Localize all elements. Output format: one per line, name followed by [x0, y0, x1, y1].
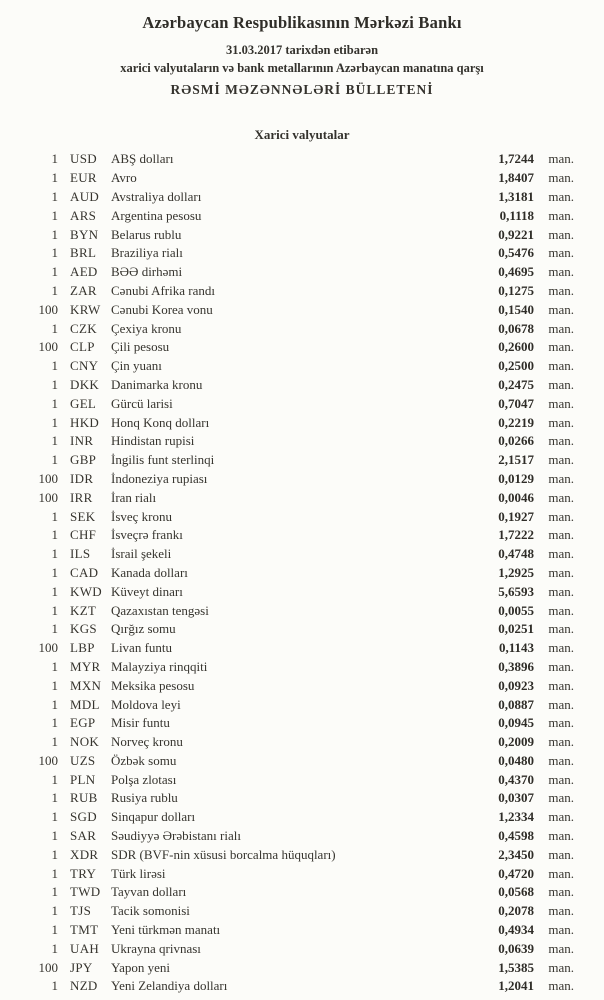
- rate-unit: man.: [548, 771, 574, 787]
- rate-unit: man.: [548, 715, 574, 731]
- rate-row: [20, 319, 574, 338]
- rate-value: 1,3181: [498, 188, 534, 204]
- rate-name: ABŞ dolları: [111, 151, 174, 167]
- rate-unit: man.: [548, 865, 574, 881]
- rate-qty: 100: [38, 959, 58, 975]
- rate-unit: man.: [548, 752, 574, 768]
- rate-value: 1,5385: [498, 959, 534, 975]
- rate-unit: man.: [548, 564, 574, 580]
- rate-value: 0,0055: [498, 602, 534, 618]
- rate-value: 0,1118: [499, 207, 534, 223]
- rate-value: 0,0923: [498, 677, 534, 693]
- rate-unit: man.: [548, 489, 574, 505]
- rate-row: [20, 188, 574, 207]
- rate-code: TJS: [70, 903, 92, 919]
- rate-qty: 1: [51, 358, 58, 374]
- rate-qty: 100: [38, 470, 58, 486]
- rate-value: 0,4720: [498, 865, 534, 881]
- rate-row: [20, 526, 574, 545]
- rate-code: AED: [70, 264, 98, 280]
- rate-qty: 1: [51, 696, 58, 712]
- rate-name: Çexiya kronu: [111, 320, 182, 336]
- rate-qty: 100: [38, 339, 58, 355]
- rate-value: 0,0480: [498, 752, 534, 768]
- rate-row: [20, 958, 574, 977]
- rate-unit: man.: [548, 959, 574, 975]
- rate-row: [20, 733, 574, 752]
- section-title-foreign-currencies: Xarici valyutalar: [254, 127, 350, 142]
- rate-row: [20, 658, 574, 677]
- rate-name: İndoneziya rupiası: [111, 470, 208, 486]
- bulletin-title: RƏSMİ MƏZƏNNƏLƏRİ BÜLLETENİ: [170, 82, 434, 97]
- rate-row: [20, 582, 574, 601]
- rate-value: 0,3896: [498, 658, 534, 674]
- rate-value: 0,0307: [498, 790, 534, 806]
- rate-unit: man.: [548, 677, 574, 693]
- rate-row: [20, 263, 574, 282]
- rate-qty: 1: [51, 245, 58, 261]
- rate-row: [20, 394, 574, 413]
- rate-code: NZD: [70, 978, 98, 994]
- rate-name: İsveç kronu: [111, 508, 173, 524]
- rate-qty: 1: [51, 508, 58, 524]
- rate-unit: man.: [548, 282, 574, 298]
- rate-name: Avro: [111, 170, 137, 186]
- rate-unit: man.: [548, 264, 574, 280]
- rate-row: [20, 639, 574, 658]
- rate-value: 0,0678: [498, 320, 534, 336]
- rate-unit: man.: [548, 602, 574, 618]
- rate-row: [20, 376, 574, 395]
- rate-value: 0,0887: [498, 696, 534, 712]
- rate-name: Danimarka kronu: [111, 376, 203, 392]
- rate-code: IRR: [70, 489, 93, 505]
- rate-qty: 1: [51, 264, 58, 280]
- rate-qty: 1: [51, 884, 58, 900]
- rate-unit: man.: [548, 301, 574, 317]
- rate-unit: man.: [548, 414, 574, 430]
- document-header: [0, 13, 604, 98]
- rate-row: [20, 282, 574, 301]
- rate-name: Misir funtu: [111, 715, 170, 731]
- rate-code: PLN: [70, 771, 96, 787]
- rate-code: RUB: [70, 790, 98, 806]
- rate-qty: 100: [38, 301, 58, 317]
- rate-name: Çili pesosu: [111, 339, 170, 355]
- rate-unit: man.: [548, 828, 574, 844]
- rate-code: LBP: [70, 640, 95, 656]
- rate-unit: man.: [548, 433, 574, 449]
- rate-qty: 1: [51, 564, 58, 580]
- rate-value: 2,3450: [498, 846, 534, 862]
- rate-code: CLP: [70, 339, 95, 355]
- rate-row: [20, 451, 574, 470]
- rate-value: 0,2475: [498, 376, 534, 392]
- rate-code: ARS: [70, 207, 97, 223]
- rate-name: Avstraliya dolları: [111, 188, 202, 204]
- rate-name: Belarus rublu: [111, 226, 182, 242]
- rate-code: INR: [70, 433, 94, 449]
- rate-unit: man.: [548, 922, 574, 938]
- rate-qty: 1: [51, 602, 58, 618]
- rate-value: 0,4598: [498, 828, 534, 844]
- rate-qty: 1: [51, 282, 58, 298]
- rate-row: [20, 507, 574, 526]
- rate-value: 0,7047: [498, 395, 534, 411]
- rate-name: Meksika pesosu: [111, 677, 195, 693]
- rate-name: Qırğız somu: [111, 621, 176, 637]
- rate-row: [20, 150, 574, 169]
- rate-unit: man.: [548, 546, 574, 562]
- rate-code: HKD: [70, 414, 100, 430]
- rate-row: [20, 789, 574, 808]
- rate-value: 0,4934: [498, 922, 534, 938]
- rate-name: Tacik somonisi: [111, 903, 190, 919]
- rate-name: Çin yuanı: [111, 358, 162, 374]
- rate-row: [20, 338, 574, 357]
- rate-code: EUR: [70, 170, 97, 186]
- rate-value: 1,2334: [498, 809, 534, 825]
- rate-qty: 1: [51, 207, 58, 223]
- rate-code: SEK: [70, 508, 96, 524]
- rate-name: İsrail şekeli: [111, 546, 172, 562]
- rate-code: GBP: [70, 452, 97, 468]
- rate-row: [20, 752, 574, 771]
- rate-value: 0,0251: [498, 621, 534, 637]
- rate-name: Argentina pesosu: [111, 207, 202, 223]
- rate-code: MDL: [70, 696, 100, 712]
- rate-value: 0,0945: [498, 715, 534, 731]
- rate-name: SDR (BVF-nin xüsusi borcalma hüquqları): [111, 846, 336, 862]
- rate-value: 0,2600: [498, 339, 534, 355]
- rate-name: Yapon yeni: [111, 959, 170, 975]
- rate-code: SGD: [70, 809, 97, 825]
- rate-code: ILS: [70, 546, 91, 562]
- rate-value: 1,7222: [498, 527, 534, 543]
- rate-qty: 1: [51, 376, 58, 392]
- rate-name: Türk lirəsi: [111, 865, 166, 881]
- rate-code: CHF: [70, 527, 97, 543]
- rate-row: [20, 488, 574, 507]
- rate-code: KGS: [70, 621, 97, 637]
- rate-code: XDR: [70, 846, 99, 862]
- rate-qty: 1: [51, 170, 58, 186]
- rate-qty: 1: [51, 809, 58, 825]
- rate-value: 0,2219: [498, 414, 534, 430]
- rate-qty: 1: [51, 734, 58, 750]
- rate-code: BRL: [70, 245, 97, 261]
- rate-qty: 1: [51, 903, 58, 919]
- rate-code: KWD: [70, 583, 102, 599]
- rate-name: Cənubi Afrika randı: [111, 282, 215, 298]
- rate-unit: man.: [548, 188, 574, 204]
- rate-row: [20, 206, 574, 225]
- rate-row: [20, 300, 574, 319]
- rate-qty: 1: [51, 940, 58, 956]
- rate-code: AUD: [70, 188, 100, 204]
- rate-qty: 1: [51, 846, 58, 862]
- rate-unit: man.: [548, 884, 574, 900]
- rate-qty: 1: [51, 790, 58, 806]
- rate-value: 0,0129: [498, 470, 534, 486]
- rate-name: Ukrayna qrivnası: [111, 940, 201, 956]
- rate-qty: 1: [51, 320, 58, 336]
- bank-title: Azərbaycan Respublikasının Mərkəzi Bankı: [142, 13, 462, 32]
- rate-row: [20, 357, 574, 376]
- rate-qty: 1: [51, 546, 58, 562]
- rate-name: BƏƏ dirhəmi: [111, 264, 183, 280]
- rate-code: MXN: [70, 677, 102, 693]
- rate-code: UZS: [70, 752, 96, 768]
- rate-value: 1,2041: [498, 978, 534, 994]
- rate-name: İngilis funt sterlinqi: [111, 452, 215, 468]
- rate-name: Gürcü larisi: [111, 395, 173, 411]
- rate-value: 1,7244: [498, 151, 534, 167]
- rate-unit: man.: [548, 452, 574, 468]
- rate-unit: man.: [548, 339, 574, 355]
- rate-qty: 1: [51, 771, 58, 787]
- rate-qty: 1: [51, 188, 58, 204]
- rate-code: TRY: [70, 865, 97, 881]
- rate-row: [20, 169, 574, 188]
- rate-qty: 1: [51, 583, 58, 599]
- rate-unit: man.: [548, 621, 574, 637]
- rate-unit: man.: [548, 809, 574, 825]
- rate-value: 5,6593: [498, 583, 534, 599]
- rate-name: Honq Konq dolları: [111, 414, 210, 430]
- rate-code: SAR: [70, 828, 97, 844]
- rate-qty: 1: [51, 151, 58, 167]
- rate-unit: man.: [548, 320, 574, 336]
- rate-value: 0,0568: [498, 884, 534, 900]
- rate-name: Küveyt dinarı: [111, 583, 183, 599]
- rate-row: [20, 432, 574, 451]
- rate-row: [20, 845, 574, 864]
- rate-row: [20, 470, 574, 489]
- rate-value: 0,4370: [498, 771, 534, 787]
- rate-code: EGP: [70, 715, 96, 731]
- rate-row: [20, 695, 574, 714]
- rate-value: 0,5476: [498, 245, 534, 261]
- rate-code: CNY: [70, 358, 99, 374]
- rate-name: Özbək somu: [111, 752, 177, 768]
- rate-qty: 1: [51, 452, 58, 468]
- rate-value: 0,0266: [498, 433, 534, 449]
- rate-qty: 1: [51, 715, 58, 731]
- rate-row: [20, 413, 574, 432]
- rate-code: KRW: [70, 301, 101, 317]
- rate-row: [20, 808, 574, 827]
- rate-row: [20, 883, 574, 902]
- rate-name: Cənubi Korea vonu: [111, 301, 213, 317]
- rate-code: MYR: [70, 658, 101, 674]
- rate-code: IDR: [70, 470, 94, 486]
- document-subtitle: xarici valyutaların və bank metallarının Azərbaycan manatına qarşı: [120, 61, 484, 75]
- rate-code: JPY: [70, 959, 93, 975]
- rate-unit: man.: [548, 978, 574, 994]
- rate-value: 0,9221: [498, 226, 534, 242]
- rate-row: [20, 244, 574, 263]
- rate-unit: man.: [548, 696, 574, 712]
- rate-qty: 1: [51, 527, 58, 543]
- rate-code: BYN: [70, 226, 99, 242]
- rate-name: İran rialı: [111, 489, 157, 505]
- rate-row: [20, 977, 574, 996]
- rate-value: 0,0639: [498, 940, 534, 956]
- rate-code: TMT: [70, 922, 99, 938]
- rate-qty: 1: [51, 226, 58, 242]
- rate-qty: 1: [51, 433, 58, 449]
- rate-unit: man.: [548, 226, 574, 242]
- rate-qty: 1: [51, 865, 58, 881]
- rate-name: Moldova leyi: [111, 696, 181, 712]
- rate-unit: man.: [548, 376, 574, 392]
- rates-table-body: [0, 150, 604, 996]
- rate-qty: 100: [38, 640, 58, 656]
- rate-unit: man.: [548, 358, 574, 374]
- rate-row: [20, 770, 574, 789]
- rate-name: Kanada dolları: [111, 564, 188, 580]
- rate-value: 0,4748: [498, 546, 534, 562]
- rate-code: UAH: [70, 940, 100, 956]
- rate-name: Braziliya rialı: [111, 245, 183, 261]
- rate-unit: man.: [548, 470, 574, 486]
- rate-unit: man.: [548, 790, 574, 806]
- rate-value: 0,1927: [498, 508, 534, 524]
- rate-row: [20, 601, 574, 620]
- rate-code: KZT: [70, 602, 97, 618]
- rate-qty: 1: [51, 922, 58, 938]
- rate-code: DKK: [70, 376, 100, 392]
- rate-row: [20, 620, 574, 639]
- rate-name: Livan funtu: [111, 640, 173, 656]
- rate-name: Qazaxıstan tengəsi: [111, 602, 209, 618]
- rate-unit: man.: [548, 245, 574, 261]
- rate-name: Tayvan dolları: [111, 884, 187, 900]
- rate-name: Səudiyyə Ərəbistanı rialı: [111, 828, 241, 844]
- rate-qty: 1: [51, 414, 58, 430]
- rate-value: 2,1517: [498, 452, 534, 468]
- rate-row: [20, 902, 574, 921]
- rate-value: 1,2925: [498, 564, 534, 580]
- rate-name: Sinqapur dolları: [111, 809, 196, 825]
- rate-code: ZAR: [70, 282, 97, 298]
- rate-name: Malayziya rinqqiti: [111, 658, 208, 674]
- rate-value: 0,2078: [498, 903, 534, 919]
- rate-row: [20, 714, 574, 733]
- rate-row: [20, 827, 574, 846]
- rate-value: 1,8407: [498, 170, 534, 186]
- rate-qty: 1: [51, 677, 58, 693]
- rate-row: [20, 939, 574, 958]
- rate-row: [20, 921, 574, 940]
- rate-code: CAD: [70, 564, 99, 580]
- rate-code: NOK: [70, 734, 100, 750]
- rate-unit: man.: [548, 658, 574, 674]
- rate-value: 0,1275: [498, 282, 534, 298]
- rate-unit: man.: [548, 583, 574, 599]
- rate-unit: man.: [548, 846, 574, 862]
- rate-unit: man.: [548, 170, 574, 186]
- rate-name: Yeni Zelandiya dolları: [111, 978, 228, 994]
- rate-unit: man.: [548, 527, 574, 543]
- rate-row: [20, 225, 574, 244]
- rate-name: Polşa zlotası: [111, 771, 177, 787]
- rate-qty: 1: [51, 395, 58, 411]
- rate-unit: man.: [548, 207, 574, 223]
- rate-row: [20, 676, 574, 695]
- rate-row: [20, 564, 574, 583]
- rate-unit: man.: [548, 395, 574, 411]
- rate-code: USD: [70, 151, 97, 167]
- rate-unit: man.: [548, 903, 574, 919]
- rate-name: Hindistan rupisi: [111, 433, 195, 449]
- rate-value: 0,2009: [498, 734, 534, 750]
- rate-qty: 1: [51, 621, 58, 637]
- rate-qty: 100: [38, 489, 58, 505]
- rate-row: [20, 864, 574, 883]
- rate-value: 0,1540: [498, 301, 534, 317]
- rate-unit: man.: [548, 151, 574, 167]
- rate-value: 0,0046: [498, 489, 534, 505]
- rate-code: CZK: [70, 320, 97, 336]
- rate-name: Rusiya rublu: [111, 790, 178, 806]
- rate-qty: 1: [51, 658, 58, 674]
- rate-value: 0,4695: [498, 264, 534, 280]
- rate-qty: 100: [38, 752, 58, 768]
- rate-qty: 1: [51, 978, 58, 994]
- rate-row: [20, 545, 574, 564]
- rate-name: Yeni türkmən manatı: [111, 922, 221, 938]
- rate-code: GEL: [70, 395, 97, 411]
- rate-unit: man.: [548, 640, 574, 656]
- rate-value: 0,2500: [498, 358, 534, 374]
- rate-code: TWD: [70, 884, 101, 900]
- effective-date: 31.03.2017 tarixdən etibarən: [225, 43, 379, 57]
- rate-unit: man.: [548, 734, 574, 750]
- rate-unit: man.: [548, 508, 574, 524]
- rate-qty: 1: [51, 828, 58, 844]
- rate-name: Norveç kronu: [111, 734, 183, 750]
- rate-name: İsveçrə frankı: [111, 527, 183, 543]
- rate-value: 0,1143: [498, 640, 534, 656]
- rate-unit: man.: [548, 940, 574, 956]
